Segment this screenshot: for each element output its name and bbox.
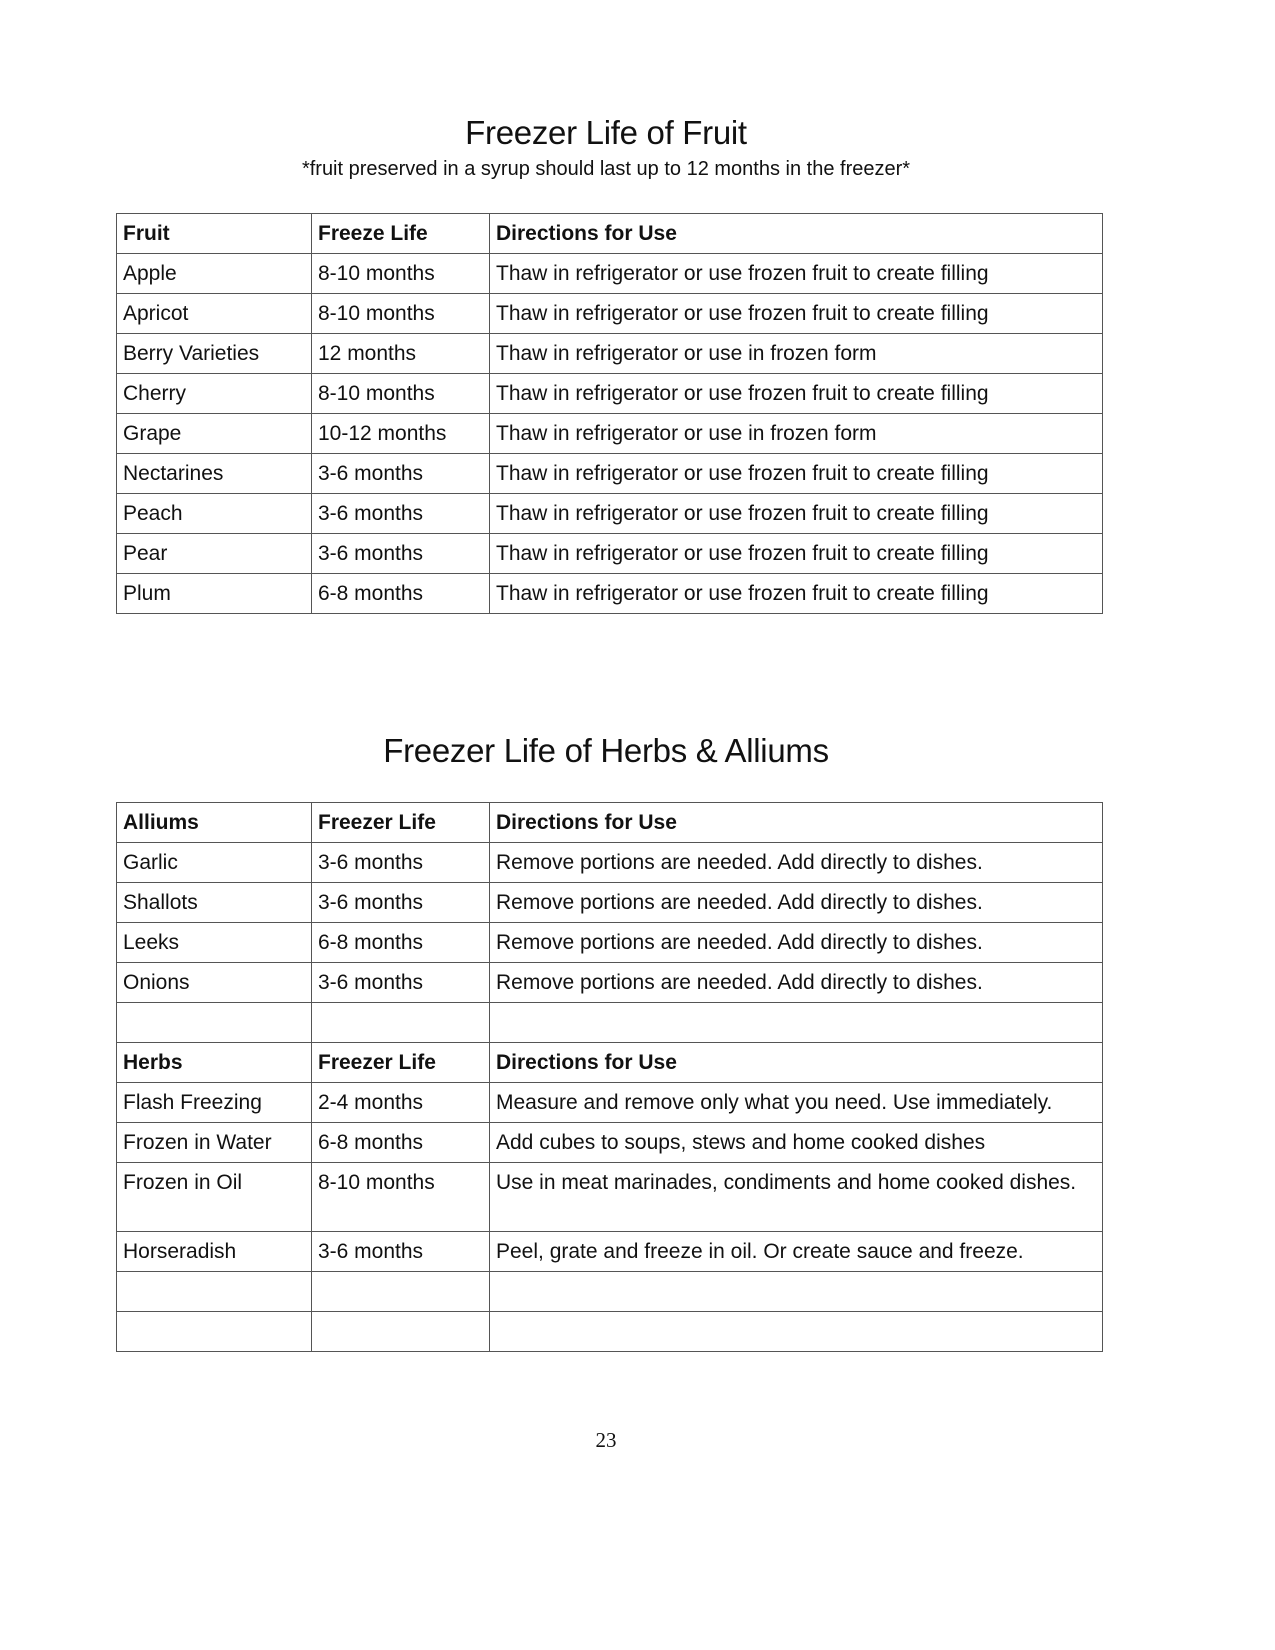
herb-method: Frozen in Oil — [117, 1163, 312, 1232]
freezer-life: 6-8 months — [312, 923, 490, 963]
header-cell: Directions for Use — [490, 214, 1103, 254]
empty-cell — [490, 1003, 1103, 1043]
empty-cell — [490, 1272, 1103, 1312]
freezer-life: 3-6 months — [312, 1232, 490, 1272]
allium-name: Onions — [117, 963, 312, 1003]
allium-name: Leeks — [117, 923, 312, 963]
fruit-name: Nectarines — [117, 454, 312, 494]
directions: Thaw in refrigerator or use frozen fruit to create filling — [490, 454, 1103, 494]
header-cell: Freeze Life — [312, 214, 490, 254]
freeze-life: 3-6 months — [312, 454, 490, 494]
empty-cell — [117, 1003, 312, 1043]
freezer-life: 2-4 months — [312, 1083, 490, 1123]
empty-cell — [312, 1272, 490, 1312]
table-row — [117, 254, 1103, 294]
freezer-life: 3-6 months — [312, 883, 490, 923]
herb-method: Frozen in Water — [117, 1123, 312, 1163]
directions: Use in meat marinades, condiments and home cooked dishes. — [490, 1163, 1103, 1232]
table-row — [117, 1123, 1103, 1163]
directions: Peel, grate and freeze in oil. Or create sauce and freeze. — [490, 1232, 1103, 1272]
header-cell: Freezer Life — [312, 1043, 490, 1083]
directions: Add cubes to soups, stews and home cooked dishes — [490, 1123, 1103, 1163]
directions: Thaw in refrigerator or use frozen fruit to create filling — [490, 494, 1103, 534]
table-row — [117, 534, 1103, 574]
fruit-section-title: Freezer Life of Fruit — [465, 114, 747, 151]
empty-row — [117, 1003, 1103, 1043]
herbs-section-title: Freezer Life of Herbs & Alliums — [383, 732, 829, 769]
allium-name: Garlic — [117, 843, 312, 883]
header-cell: Directions for Use — [490, 1043, 1103, 1083]
fruit-name: Berry Varieties — [117, 334, 312, 374]
table-row — [117, 494, 1103, 534]
table-row — [117, 574, 1103, 614]
header-cell: Alliums — [117, 803, 312, 843]
empty-cell — [117, 1312, 312, 1352]
table-header-row — [117, 214, 1103, 254]
table-row — [117, 883, 1103, 923]
empty-row — [117, 1272, 1103, 1312]
directions: Thaw in refrigerator or use frozen fruit to create filling — [490, 374, 1103, 414]
freezer-life: 3-6 months — [312, 843, 490, 883]
empty-cell — [490, 1312, 1103, 1352]
freeze-life: 8-10 months — [312, 294, 490, 334]
table-row — [117, 1083, 1103, 1123]
herb-method: Horseradish — [117, 1232, 312, 1272]
fruit-name: Pear — [117, 534, 312, 574]
table-row — [117, 1163, 1103, 1232]
allium-name: Shallots — [117, 883, 312, 923]
directions: Remove portions are needed. Add directly to dishes. — [490, 843, 1103, 883]
freeze-life: 10-12 months — [312, 414, 490, 454]
herb-method: Flash Freezing — [117, 1083, 312, 1123]
fruit-name: Plum — [117, 574, 312, 614]
table-row — [117, 963, 1103, 1003]
fruit-name: Cherry — [117, 374, 312, 414]
directions: Remove portions are needed. Add directly to dishes. — [490, 883, 1103, 923]
table-row — [117, 843, 1103, 883]
freezer-life: 8-10 months — [312, 1163, 490, 1232]
table-row — [117, 923, 1103, 963]
fruit-name: Apple — [117, 254, 312, 294]
empty-cell — [312, 1312, 490, 1352]
freeze-life: 3-6 months — [312, 534, 490, 574]
header-cell: Fruit — [117, 214, 312, 254]
fruit-section-note: *fruit preserved in a syrup should last up to 12 months in the freezer* — [301, 158, 911, 180]
empty-row — [117, 1312, 1103, 1352]
table-row — [117, 414, 1103, 454]
fruit-name: Peach — [117, 494, 312, 534]
table-row — [117, 334, 1103, 374]
header-cell: Herbs — [117, 1043, 312, 1083]
directions: Thaw in refrigerator or use frozen fruit to create filling — [490, 534, 1103, 574]
table-row — [117, 1232, 1103, 1272]
fruit-name: Grape — [117, 414, 312, 454]
freeze-life: 12 months — [312, 334, 490, 374]
directions: Remove portions are needed. Add directly to dishes. — [490, 923, 1103, 963]
freezer-life: 3-6 months — [312, 963, 490, 1003]
header-cell: Directions for Use — [490, 803, 1103, 843]
page-number: 23 — [595, 1428, 617, 1452]
directions: Measure and remove only what you need. Use immediately. — [490, 1083, 1103, 1123]
directions: Remove portions are needed. Add directly to dishes. — [490, 963, 1103, 1003]
freeze-life: 8-10 months — [312, 374, 490, 414]
table-row — [117, 374, 1103, 414]
freeze-life: 3-6 months — [312, 494, 490, 534]
header-cell: Freezer Life — [312, 803, 490, 843]
fruit-name: Apricot — [117, 294, 312, 334]
herbs-alliums-table — [116, 802, 1103, 1352]
directions: Thaw in refrigerator or use frozen fruit to create filling — [490, 294, 1103, 334]
directions: Thaw in refrigerator or use frozen fruit to create filling — [490, 574, 1103, 614]
freezer-life: 6-8 months — [312, 1123, 490, 1163]
directions: Thaw in refrigerator or use in frozen form — [490, 334, 1103, 374]
directions: Thaw in refrigerator or use in frozen form — [490, 414, 1103, 454]
alliums-header-row — [117, 803, 1103, 843]
directions: Thaw in refrigerator or use frozen fruit to create filling — [490, 254, 1103, 294]
table-row — [117, 454, 1103, 494]
empty-cell — [312, 1003, 490, 1043]
fruit-table — [116, 213, 1103, 614]
freeze-life: 8-10 months — [312, 254, 490, 294]
herbs-header-row — [117, 1043, 1103, 1083]
freeze-life: 6-8 months — [312, 574, 490, 614]
table-row — [117, 294, 1103, 334]
empty-cell — [117, 1272, 312, 1312]
